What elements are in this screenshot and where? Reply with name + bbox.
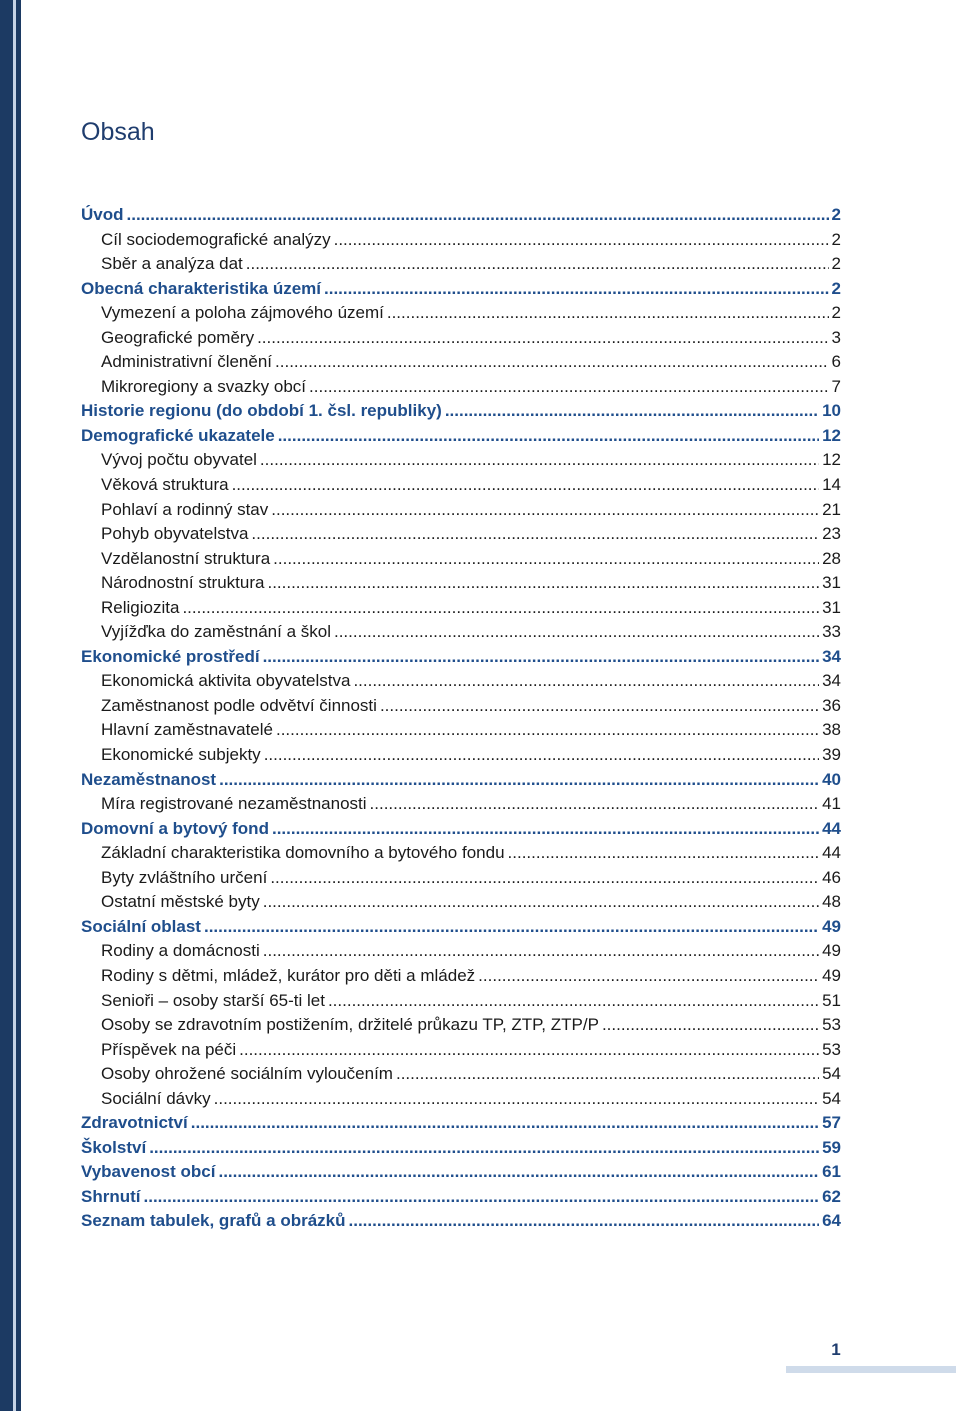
toc-entry-label: Hlavní zaměstnavatelé [101, 720, 273, 740]
toc-dot-leader [273, 547, 819, 572]
toc-entry-label: Religiozita [101, 597, 180, 617]
toc-entry-section[interactable] [81, 596, 841, 621]
toc-dot-leader [334, 620, 819, 645]
toc-entry-label: Vymezení a poloha zájmového území [101, 303, 384, 323]
toc-entry-page: 2 [831, 254, 841, 274]
toc-entry-section[interactable] [81, 1038, 841, 1063]
left-border-stripe-dark [0, 0, 13, 1411]
toc-entry-chapter[interactable] [81, 817, 841, 842]
toc-entry-section[interactable] [81, 620, 841, 645]
toc-entry-section[interactable] [81, 228, 841, 253]
toc-entry-section[interactable] [81, 498, 841, 523]
toc-entry-chapter[interactable] [81, 915, 841, 940]
toc-entry-label: Věková struktura [101, 475, 229, 495]
toc-entry-label: Nezaměstnanost [81, 769, 217, 789]
toc-entry-page: 12 [822, 425, 841, 445]
toc-dot-leader [239, 1038, 819, 1063]
toc-entry-label: Míra registrované nezaměstnanosti [101, 794, 367, 814]
toc-entry-section[interactable] [81, 473, 841, 498]
toc-entry-section[interactable] [81, 841, 841, 866]
toc-entry-label: Vybavenost obcí [81, 1162, 216, 1182]
toc-entry-label: Vzdělanostní struktura [101, 548, 271, 568]
toc-entry-page: 7 [831, 376, 841, 396]
toc-dot-leader [370, 792, 820, 817]
toc-entry-chapter[interactable] [81, 203, 841, 228]
toc-entry-label: Národnostní struktura [101, 573, 265, 593]
toc-entry-page: 2 [831, 205, 841, 224]
toc-dot-leader [219, 768, 819, 793]
toc-entry-section[interactable] [81, 375, 841, 400]
toc-entry-section[interactable] [81, 448, 841, 473]
toc-entry-label: Geografické poměry [101, 327, 255, 347]
toc-entry-section[interactable] [81, 571, 841, 596]
toc-entry-page: 38 [822, 720, 841, 740]
toc-entry-page: 53 [822, 1039, 841, 1059]
toc-entry-label: Senioři – osoby starší 65-ti let [101, 990, 325, 1010]
toc-dot-leader [149, 1136, 819, 1161]
toc-entry-page: 54 [822, 1064, 841, 1084]
toc-entry-page: 54 [822, 1088, 841, 1108]
toc-entry-page: 51 [822, 990, 841, 1010]
toc-entry-page: 44 [822, 818, 841, 838]
toc-dot-leader [478, 964, 819, 989]
toc-entry-page: 23 [822, 524, 841, 544]
toc-entry-label: Pohyb obyvatelstva [101, 524, 249, 544]
toc-entry-page: 14 [822, 475, 841, 495]
toc-dot-leader [263, 939, 819, 964]
toc-entry-section[interactable] [81, 989, 841, 1014]
toc-entry-section[interactable] [81, 743, 841, 768]
toc-dot-leader [349, 1209, 820, 1234]
toc-dot-leader [328, 989, 819, 1014]
toc-entry-label: Ekonomická aktivita obyvatelstva [101, 671, 351, 691]
toc-dot-leader [271, 498, 819, 523]
toc-entry-page: 41 [822, 794, 841, 814]
toc-entry-page: 48 [822, 892, 841, 912]
toc-dot-leader [278, 424, 819, 449]
toc-dot-leader [353, 669, 819, 694]
toc-entry-page: 21 [822, 499, 841, 519]
toc-dot-leader [309, 375, 829, 400]
toc-entry-label: Rodiny s dětmi, mládež, kurátor pro děti a mládež [101, 965, 476, 985]
toc-dot-leader [127, 203, 829, 228]
toc-entry-section[interactable] [81, 326, 841, 351]
toc-entry-page: 34 [822, 646, 841, 666]
toc-entry-section[interactable] [81, 1087, 841, 1112]
toc-entry-page: 49 [822, 965, 841, 985]
toc-entry-label: Domovní a bytový fond [81, 818, 269, 838]
toc-entry-chapter[interactable] [81, 1185, 841, 1210]
toc-entry-label: Ekonomické subjekty [101, 745, 261, 765]
toc-entry-label: Ostatní městské byty [101, 892, 260, 912]
toc-entry-label: Historie regionu (do období 1. čsl. republiky) [81, 401, 442, 421]
toc-dot-leader [324, 277, 829, 302]
toc-entry-page: 39 [822, 745, 841, 765]
toc-dot-leader [214, 1087, 819, 1112]
toc-entry-page: 31 [822, 597, 841, 617]
toc-entry-label: Byty zvláštního určení [101, 867, 268, 887]
toc-entry-label: Sběr a analýza dat [101, 254, 243, 274]
toc-entry-page: 12 [822, 450, 841, 470]
toc-entry-page: 2 [831, 278, 841, 298]
toc-entry-label: Obecná charakteristika území [81, 278, 322, 298]
toc-entry-label: Úvod [81, 205, 124, 224]
toc-entry-chapter[interactable] [81, 1111, 841, 1136]
toc-entry-label: Zaměstnanost podle odvětví činnosti [101, 695, 377, 715]
toc-entry-label: Příspěvek na péči [101, 1039, 237, 1059]
toc-dot-leader [251, 522, 819, 547]
toc-entry-page: 64 [822, 1211, 841, 1231]
toc-entry-page: 49 [822, 916, 841, 936]
toc-entry-label: Mikroregiony a svazky obcí [101, 376, 307, 396]
toc-entry-page: 33 [822, 622, 841, 642]
toc-entry-label: Administrativní členění [101, 352, 273, 372]
toc-entry-section[interactable] [81, 522, 841, 547]
toc-entry-section[interactable] [81, 252, 841, 277]
toc-dot-leader [602, 1013, 819, 1038]
toc-entry-section[interactable] [81, 669, 841, 694]
toc-dot-leader [144, 1185, 820, 1210]
toc-dot-leader [263, 890, 819, 915]
table-of-contents [81, 203, 841, 1234]
toc-entry-chapter[interactable] [81, 277, 841, 302]
toc-entry-page: 34 [822, 671, 841, 691]
toc-dot-leader [276, 718, 819, 743]
toc-entry-page: 53 [822, 1015, 841, 1035]
page-title: Obsah [81, 118, 155, 146]
toc-dot-leader [232, 473, 820, 498]
toc-dot-leader [275, 350, 829, 375]
toc-entry-label: Zdravotnictví [81, 1113, 188, 1133]
toc-entry-label: Pohlaví a rodinný stav [101, 499, 269, 519]
footer-bar [786, 1366, 956, 1373]
toc-entry-section[interactable] [81, 350, 841, 375]
toc-entry-section[interactable] [81, 792, 841, 817]
toc-entry-label: Osoby ohrožené sociálním vyloučením [101, 1064, 393, 1084]
toc-entry-label: Základní charakteristika domovního a bytového fondu [101, 843, 505, 863]
toc-dot-leader [257, 326, 828, 351]
page-number: 1 [831, 1340, 841, 1359]
toc-entry-section[interactable] [81, 964, 841, 989]
toc-entry-chapter[interactable] [81, 645, 841, 670]
toc-entry-page: 49 [822, 941, 841, 961]
toc-dot-leader [263, 645, 820, 670]
toc-dot-leader [508, 841, 820, 866]
toc-entry-section[interactable] [81, 1013, 841, 1038]
toc-entry-section[interactable] [81, 939, 841, 964]
left-border-stripe-inner [16, 0, 21, 1411]
toc-entry-chapter[interactable] [81, 399, 841, 424]
toc-dot-leader [264, 743, 819, 768]
toc-entry-page: 44 [822, 843, 841, 863]
toc-entry-section[interactable] [81, 718, 841, 743]
toc-entry-label: Cíl sociodemografické analýzy [101, 229, 331, 249]
toc-entry-label: Seznam tabulek, grafů a obrázků [81, 1211, 346, 1231]
toc-entry-label: Sociální dávky [101, 1088, 211, 1108]
toc-entry-label: Demografické ukazatele [81, 425, 275, 445]
toc-entry-page: 46 [822, 867, 841, 887]
toc-entry-chapter[interactable] [81, 1136, 841, 1161]
toc-dot-leader [182, 596, 819, 621]
toc-entry-page: 61 [822, 1162, 841, 1182]
toc-dot-leader [267, 571, 819, 596]
toc-entry-chapter[interactable] [81, 1160, 841, 1185]
toc-entry-page: 10 [822, 401, 841, 421]
toc-entry-page: 31 [822, 573, 841, 593]
toc-dot-leader [445, 399, 819, 424]
toc-dot-leader [246, 252, 829, 277]
toc-entry-section[interactable] [81, 301, 841, 326]
toc-entry-page: 3 [831, 327, 841, 347]
toc-entry-label: Shrnutí [81, 1186, 141, 1206]
toc-entry-section[interactable] [81, 694, 841, 719]
toc-dot-leader [396, 1062, 819, 1087]
toc-dot-leader [387, 301, 829, 326]
toc-entry-chapter[interactable] [81, 424, 841, 449]
toc-entry-page: 62 [822, 1186, 841, 1206]
toc-entry-label: Školství [81, 1137, 147, 1157]
toc-dot-leader [191, 1111, 819, 1136]
toc-entry-page: 2 [831, 303, 841, 323]
toc-entry-page: 2 [831, 229, 841, 249]
toc-entry-label: Vyjížďka do zaměstnání a škol [101, 622, 331, 642]
toc-dot-leader [260, 448, 819, 473]
toc-dot-leader [204, 915, 819, 940]
toc-entry-page: 59 [822, 1137, 841, 1157]
toc-dot-leader [334, 228, 829, 253]
toc-dot-leader [380, 694, 819, 719]
toc-entry-section[interactable] [81, 866, 841, 891]
toc-entry-page: 40 [822, 769, 841, 789]
toc-dot-leader [218, 1160, 819, 1185]
toc-entry-label: Vývoj počtu obyvatel [101, 450, 257, 470]
toc-entry-chapter[interactable] [81, 1209, 841, 1234]
toc-entry-section[interactable] [81, 1062, 841, 1087]
toc-entry-label: Osoby se zdravotním postižením, držitelé průkazu TP, ZTP, ZTP/P [101, 1015, 599, 1035]
toc-dot-leader [272, 817, 819, 842]
toc-entry-chapter[interactable] [81, 768, 841, 793]
toc-entry-label: Rodiny a domácnosti [101, 941, 260, 961]
toc-entry-section[interactable] [81, 547, 841, 572]
toc-entry-page: 36 [822, 695, 841, 715]
toc-entry-label: Ekonomické prostředí [81, 646, 260, 666]
toc-entry-section[interactable] [81, 890, 841, 915]
toc-entry-page: 6 [831, 352, 841, 372]
toc-entry-page: 28 [822, 548, 841, 568]
toc-dot-leader [270, 866, 819, 891]
toc-entry-page: 57 [822, 1113, 841, 1133]
toc-entry-label: Sociální oblast [81, 916, 201, 936]
